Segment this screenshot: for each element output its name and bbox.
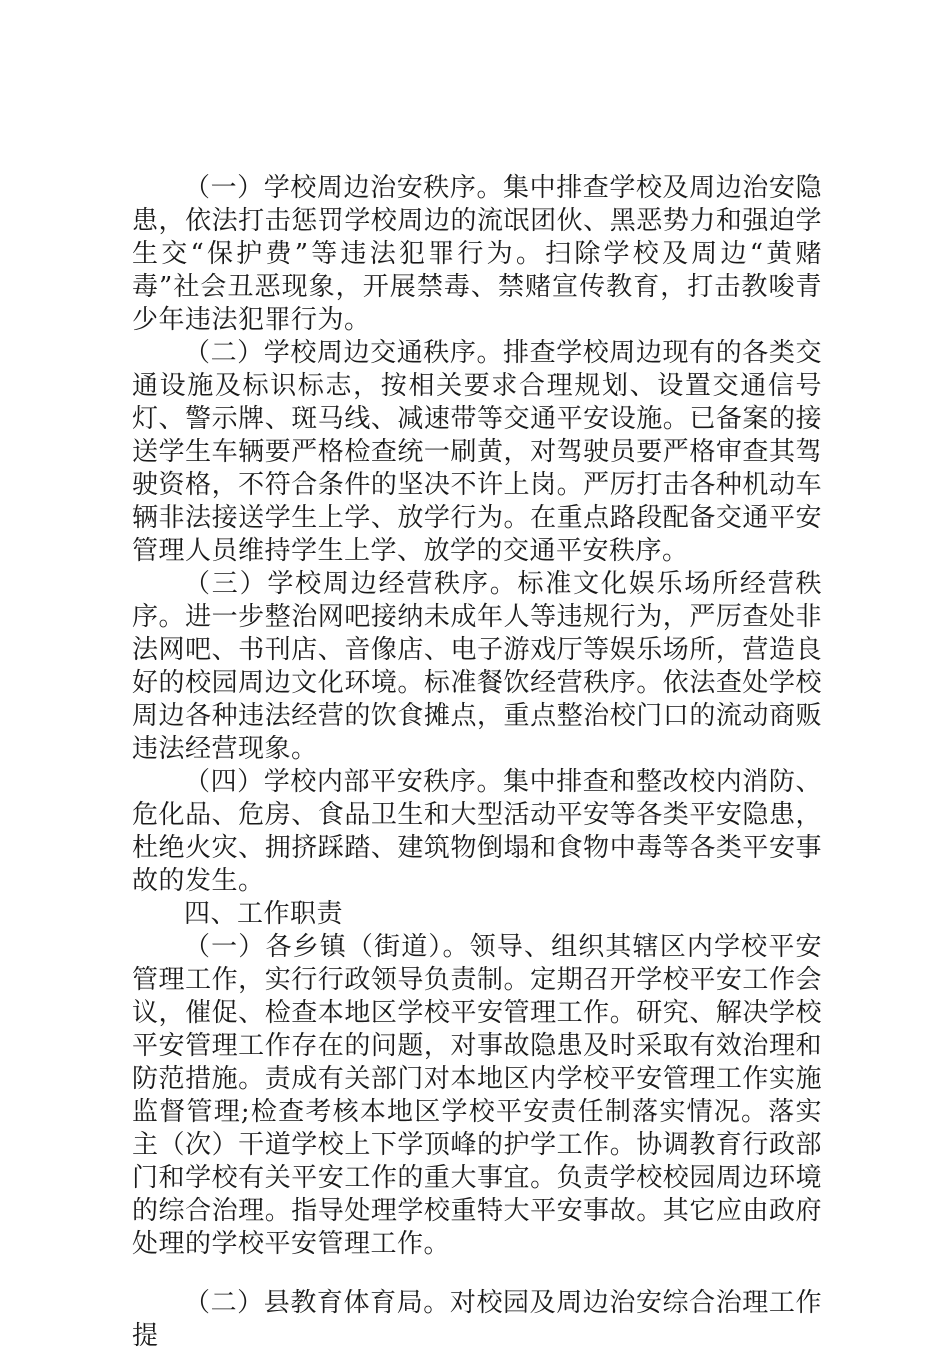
paragraph-education-bureau-duties: （二）县教育体育局。对校园及周边治安综合治理工作提: [132, 1288, 822, 1351]
section-heading-work-duties: 四、工作职责: [184, 899, 344, 929]
paragraph-school-surrounding-security: （一）学校周边治安秩序。集中排查学校及周边治安隐患，依法打击惩罚学校周边的流氓团伙、黑恶势力和强迫学生交“保护费”等违法犯罪行为。扫除学校及周边“黄赌毒”社会丑恶现象，开展禁毒、禁赌宣传教育，打击教唆青少年违法犯罪行为。: [132, 173, 822, 335]
paragraph-school-internal-safety: （四）学校内部平安秩序。集中排查和整改校内消防、危化品、危房、食品卫生和大型活动平安等各类平安隐患，杜绝火灾、拥挤踩踏、建筑物倒塌和食物中毒等各类平安事故的发生。: [132, 767, 822, 896]
document-body: [132, 172, 822, 1353]
paragraph-school-surrounding-traffic: （二）学校周边交通秩序。排查学校周边现有的各类交通设施及标识标志，按相关要求合理规划、设置交通信号灯、警示牌、斑马线、减速带等交通平安设施。已备案的接送学生车辆要严格检查统一刷黄，对驾驶员要严格审查其驾驶资格，不符合条件的坚决不许上岗。严厉打击各种机动车辆非法接送学生上学、放学行为。在重点路段配备交通平安管理人员维持学生上学、放学的交通平安秩序。: [132, 338, 822, 566]
paragraph-school-surrounding-business: （三）学校周边经营秩序。标准文化娱乐场所经营秩序。进一步整治网吧接纳未成年人等违规行为，严厉查处非法网吧、书刊店、音像店、电子游戏厅等娱乐场所，营造良好的校园周边文化环境。标准餐饮经营秩序。依法查处学校周边各种违法经营的饮食摊点，重点整治校门口的流动商贩违法经营现象。: [132, 569, 822, 764]
paragraph-township-duties: （一）各乡镇（街道）。领导、组织其辖区内学校平安管理工作，实行行政领导负责制。定期召开学校平安工作会议，催促、检查本地区学校平安管理工作。研究、解决学校平安管理工作存在的问题，对事故隐患及时采取有效治理和防范措施。责成有关部门对本地区内学校平安管理工作实施监督管理;检查考核本地区学校平安责任制落实情况。落实主（次）干道学校上下学顶峰的护学工作。协调教育行政部门和学校有关平安工作的重大事宜。负责学校校园周边环境的综合治理。指导处理学校重特大平安事故。其它应由政府处理的学校平安管理工作。: [132, 932, 822, 1259]
